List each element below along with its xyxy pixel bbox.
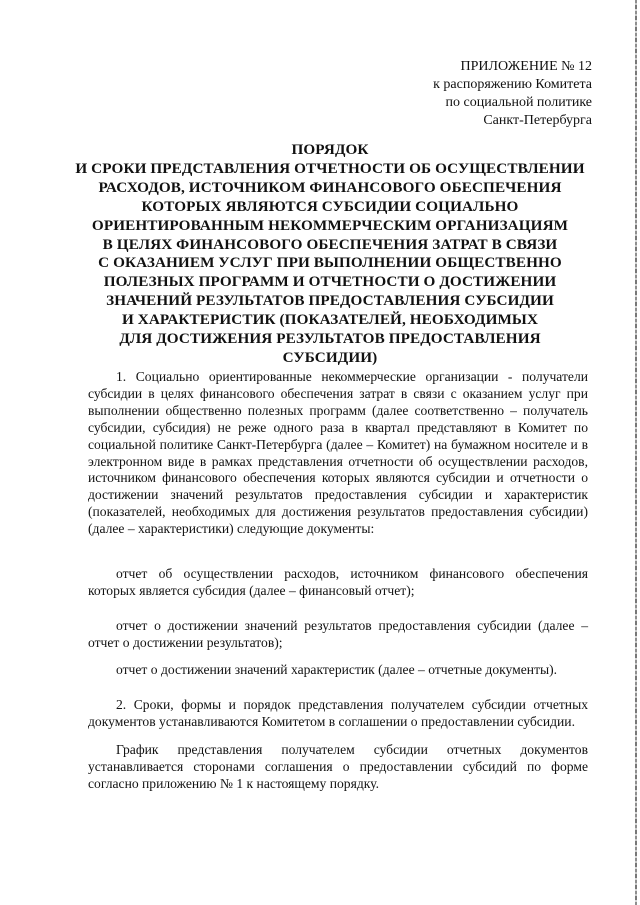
title-line: ПОЛЕЗНЫХ ПРОГРАММ И ОТЧЕТНОСТИ О ДОСТИЖЕНИИ (103, 273, 557, 291)
title-line: КОТОРЫХ ЯВЛЯЮТСЯ СУБСИДИИ СОЦИАЛЬНО (141, 197, 519, 215)
title-line: С ОКАЗАНИЕМ УСЛУГ ПРИ ВЫПОЛНЕНИИ ОБЩЕСТВЕННО (98, 254, 562, 272)
paragraph-financial-report: отчет об осуществлении расходов, источником финансового обеспечения которых является субсидия (далее – финансовый отчет); (88, 566, 588, 598)
document-title (70, 141, 590, 368)
title-line: СУБСИДИИ) (282, 348, 378, 366)
title-line: ЗНАЧЕНИЙ РЕЗУЛЬТАТОВ ПРЕДОСТАВЛЕНИЯ СУБСИДИИ (106, 292, 554, 310)
paragraph-2: 2. Сроки, формы и порядок представления получателем субсидии отчетных документов устанавливаются Комитетом в соглашении о предоставлении субсидии. (88, 697, 588, 729)
title-line: И ХАРАКТЕРИСТИК (ПОКАЗАТЕЛЕЙ, НЕОБХОДИМЫХ (121, 311, 539, 329)
title-line: ОРИЕНТИРОВАННЫМ НЕКОММЕРЧЕСКИМ ОРГАНИЗАЦИЯМ (91, 216, 569, 234)
scan-edge-mark (635, 0, 637, 905)
title-line: В ЦЕЛЯХ ФИНАНСОВОГО ОБЕСПЕЧЕНИЯ ЗАТРАТ В СВЯЗИ (102, 235, 558, 253)
paragraph-schedule: График представления получателем субсидии отчетных документов устанавливается сторонами соглашения о предоставлении субсидий по форме согласно приложению № 1 к настоящему порядку. (88, 742, 588, 791)
appendix-number: ПРИЛОЖЕНИЕ № 12 (460, 59, 592, 74)
appendix-header (312, 58, 592, 130)
title-line: РАСХОДОВ, ИСТОЧНИКОМ ФИНАНСОВОГО ОБЕСПЕЧЕНИЯ (98, 178, 562, 196)
appendix-committee: по социальной политике (445, 95, 592, 110)
paragraph-characteristics-report: отчет о достижении значений характеристик (далее – отчетные документы). (116, 662, 558, 677)
title-line: И СРОКИ ПРЕДСТАВЛЕНИЯ ОТЧЕТНОСТИ ОБ ОСУЩЕСТВЛЕНИИ (75, 159, 585, 177)
paragraph-1: 1. Социально ориентированные некоммерческие организации - получатели субсидии в целях финансового обеспечения затрат в связи с оказанием услуг при выполнении общественно полезных программ (далее соответственно – получатель субсидии, субсидия) не реже одного раза в квартал представляют в Комитет по социальной политике Санкт-Петербурга (далее – Комитет) на бумажном носителе и в электронном виде в рамках представления отчетности об осуществлении расходов, источником финансового обеспечения которых являются субсидии и отчетности о достижении значений результатов предоставления субсидии и характеристик (показателей, необходимых для достижения результатов предоставления субсидии) (далее – характеристики) следующие документы: (88, 369, 588, 537)
appendix-reference: к распоряжению Комитета (433, 77, 592, 92)
title-line: ПОРЯДОК (291, 141, 369, 158)
paragraph-results-report: отчет о достижении значений результатов предоставления субсидии (далее – отчет о достижении результатов); (88, 618, 588, 650)
title-line: ДЛЯ ДОСТИЖЕНИЯ РЕЗУЛЬТАТОВ ПРЕДОСТАВЛЕНИЯ (119, 330, 541, 348)
appendix-city: Санкт-Петербурга (483, 113, 592, 128)
